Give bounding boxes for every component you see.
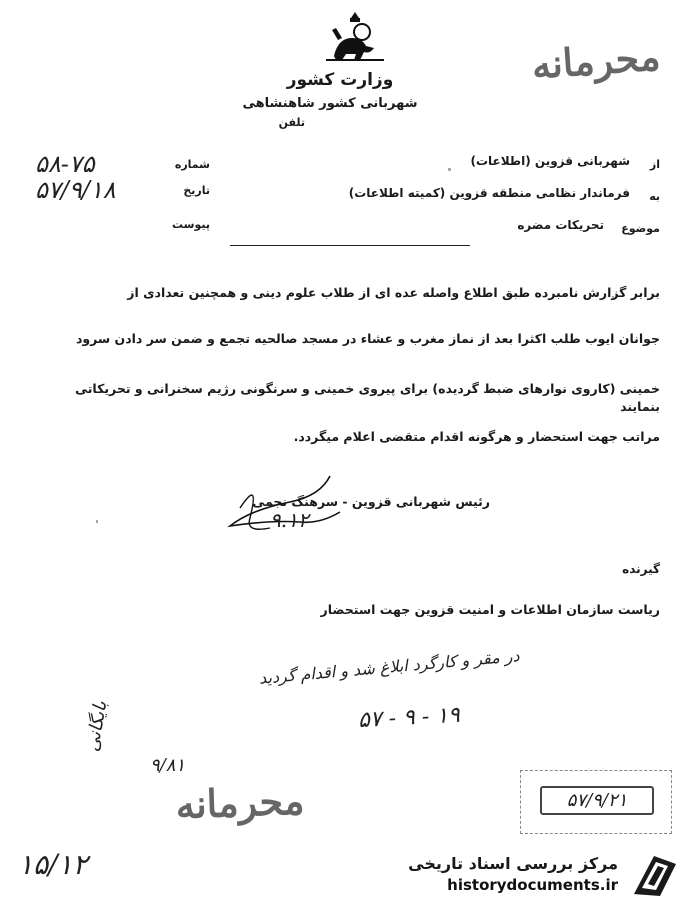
date-label: تاریخ bbox=[183, 184, 210, 197]
corner-number: ۱۵/۱۲ bbox=[18, 848, 88, 881]
signature-handwritten: ۹.۱۲ bbox=[270, 508, 309, 532]
subject-label: موضوع bbox=[621, 222, 660, 235]
subject-value: تحریکات مضره bbox=[517, 218, 604, 232]
scan-speck bbox=[448, 168, 451, 171]
handwritten-mark: ۹/۸۱ bbox=[150, 755, 186, 776]
number-value: ۵۸-۷۵ bbox=[35, 150, 95, 178]
recipients-label: گیرنده bbox=[622, 562, 660, 576]
date-value: ۵۷/۹/۱۸ bbox=[35, 176, 116, 204]
attachment-label: پیوست bbox=[172, 218, 210, 231]
scan-speck bbox=[96, 520, 98, 523]
body-line-4: مراتب جهت استحضار و هرگونه اقدام متقضی اعلام میگردد. bbox=[293, 429, 660, 444]
archive-logo-icon bbox=[630, 852, 680, 898]
confidential-stamp-top: محرمانه bbox=[530, 33, 662, 88]
ministry-title: وزارت کشور bbox=[286, 70, 394, 90]
recipient-line: ریاست سازمان اطلاعات و امنیت قزوین جهت استحضار bbox=[320, 602, 660, 617]
governorate-title: شهربانی کشور شاهنشاهی bbox=[242, 96, 418, 111]
date-stamp: ۵۷/۹/۲۱ bbox=[540, 786, 654, 815]
confidential-stamp-bottom: محرمانه bbox=[174, 777, 306, 828]
watermark-name: مرکز بررسی اسناد تاریخی bbox=[408, 854, 618, 873]
from-label: از bbox=[649, 158, 660, 171]
scan-speck bbox=[612, 296, 614, 298]
handwritten-note: در مقر و کارگرد ابلاغ شد و اقدام گردید bbox=[258, 646, 521, 688]
body-line-2: جوانان ایوب طلب اکثرا بعد از نماز مغرب و عشاء در مسجد صالحیه تجمع و ضمن سر دادن سرود bbox=[75, 331, 660, 346]
body-line-3: خمینی (کاروی نوارهای ضبط گردیده) برای پیروی خمینی و سرنگونی رژیم سخنرانی و تحریکاتی بنمایند bbox=[75, 381, 660, 414]
watermark bbox=[394, 850, 684, 900]
from-value: شهربانی قزوین (اطلاعات) bbox=[470, 154, 630, 168]
handwritten-side-note: بایگانی bbox=[81, 699, 112, 754]
to-value: فرماندار نظامی منطقه قزوین (کمیته اطلاعات) bbox=[348, 186, 630, 200]
number-label: شماره bbox=[174, 158, 210, 171]
to-label: به bbox=[649, 190, 660, 203]
signature-title: رئیس شهربانی قزوین - سرهنگ نجمی bbox=[252, 494, 490, 509]
handwritten-date: ۱۹ - ۹ - ۵۷ bbox=[357, 702, 461, 734]
body-line-1: برابر گزارش نامبرده طبق اطلاع واصله عده ای از طلاب علوم دینی و همچنین تعدادی از bbox=[127, 285, 660, 300]
phone-label: تلفن bbox=[278, 116, 305, 129]
signature-block bbox=[190, 488, 490, 538]
watermark-url: historydocuments.ir bbox=[447, 876, 618, 894]
